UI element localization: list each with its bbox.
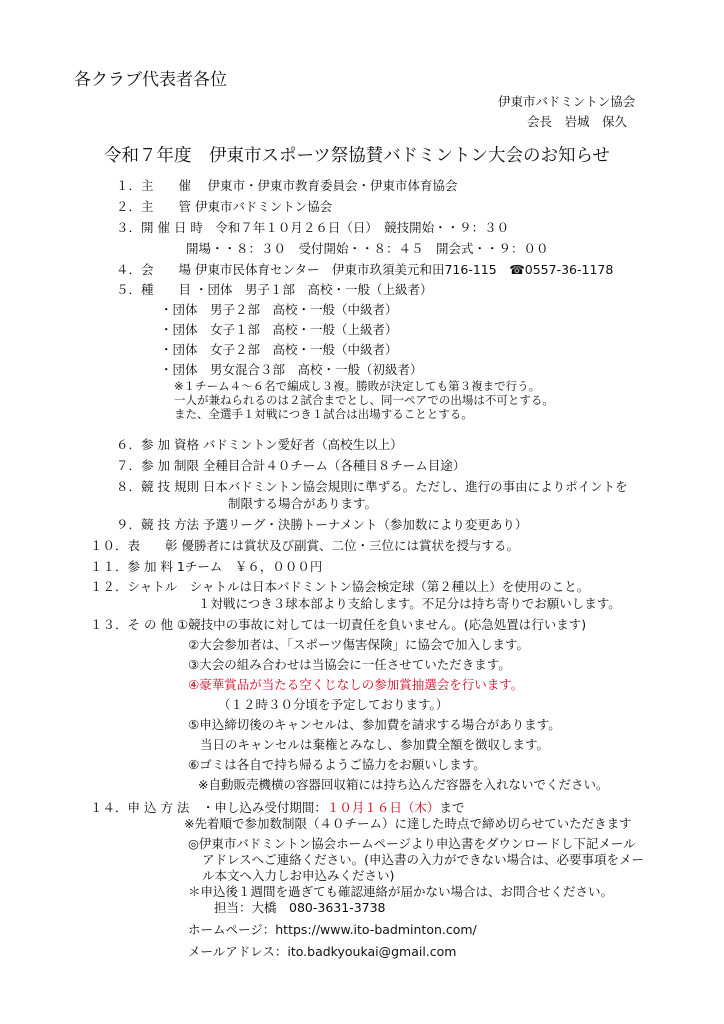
events-note: 一人が兼ねられるのは２試合までとし、同一ペアでの出場は不可とする。 [174, 393, 554, 407]
application-note: ※先着順で参加数制限（４０チーム）に達した時点で締め切らせていただきます [184, 816, 632, 831]
item-other: １３．そ の 他 ①競技中の事故に対しては一切責任を負いません。(応急処置は行います) [90, 617, 587, 632]
item-eligibility: ６．参 加 資格 バドミントン愛好者（高校生以上） [116, 437, 403, 452]
other-line: ③大会の組み合わせは当協会に一任させていただきます。 [188, 657, 511, 672]
addressee: 各クラブ代表者各位 [74, 70, 227, 90]
application-web: ◎伊東市バドミントン協会ホームページより申込書をダウンロードし下記メール [188, 836, 636, 851]
item-host: １．主 催 伊東市・伊東市教育委員会・伊東市体育協会 [116, 178, 458, 193]
event-line: ・団体 男子２部 高校・一般（中級者） [160, 302, 398, 317]
event-line: ・団体 男女混合３部 高校・一般（初級者） [160, 362, 423, 377]
item-venue: ４．会 場 伊東市民体育センター 伊東市玖須美元和田716-115 ☎0557-36-1178 [116, 262, 614, 277]
other-line: 当日のキャンセルは棄権とみなし、参加費全額を徴収します。 [200, 737, 550, 752]
item-date: ３．開 催 日 時 令和７年１０月２６日（日） 競技開始・・９：３０ [116, 220, 510, 235]
other-line: ②大会参加者は、「スポーツ傷害保険」に協会で加入します。 [188, 637, 529, 652]
application-deadline: １０月１６日（木） [326, 800, 440, 815]
item-events: ５．種 目 ・団体 男子１部 高校・一般（上級者） [116, 282, 433, 297]
homepage-link[interactable] [188, 922, 477, 937]
item-shuttle-cont: １対戦につき３球本部より支給します。不足分は持ち寄りでお願いします。 [198, 596, 621, 611]
sender-org: 伊東市バドミントン協会 [498, 94, 636, 109]
page-title: 令和７年度 伊東市スポーツ祭協賛バドミントン大会のお知らせ [104, 146, 610, 166]
item-organizer: ２．主 管 伊東市バドミントン協会 [116, 199, 333, 214]
events-note: ※１チーム４～６名で編成し３複。勝敗が決定しても第３複まで行う。 [174, 379, 541, 393]
other-line: （１２時３０分頃を予定しております。） [218, 697, 449, 712]
event-line: ・団体 女子１部 高校・一般（上級者） [160, 322, 398, 337]
application-suffix: まで [439, 800, 465, 815]
item-rules: ８．競 技 規則 日本バドミントン協会規則に準ずる。ただし、進行の事由によりポイントを [116, 479, 628, 494]
item-rules-cont: 制限する場合があります。 [228, 496, 378, 511]
application-confirm: ＊申込後１週間を過ぎても確認連絡が届かない場合は、お問合せください。 [188, 884, 614, 899]
events-note: また、全選手１対戦につき１試合は出場することとする。 [174, 407, 473, 421]
email-link[interactable] [188, 944, 456, 959]
other-line: ⑥ゴミは各自で持ち帰るようご協力をお願いします。 [188, 757, 486, 772]
application-label: １４．申 込 方 法 ・申し込み受付期間： [90, 800, 327, 815]
item-limit: ７．参 加 制限 全種目合計４０チーム（各種目８チーム目途） [116, 458, 466, 473]
event-line: ・団体 女子２部 高校・一般（中級者） [160, 342, 398, 357]
item-awards: １０．表 彰 優勝者には賞状及び副賞、二位・三位には賞状を授与する。 [90, 538, 519, 553]
item-application [90, 800, 464, 815]
item-date-schedule: 開場・・８：３０ 受付開始・・８：４５ 開会式・・９：００ [186, 241, 549, 256]
application-web: ル本文へ入力しお申込みください) [202, 868, 395, 883]
email-address[interactable]: メールアドレス：ito.badkyoukai@gmail.com [188, 944, 457, 959]
item-shuttle: １２．シャトル シャトルは日本バドミントン協会検定球（第２種以上）を使用のこと。 [90, 579, 590, 594]
sender-person: 会長 岩城 保久 [527, 114, 628, 129]
item-fee: １１．参 加 料 1チーム ￥６，０００円 [90, 559, 323, 574]
lottery-notice: ④豪華賞品が当たる空くじなしの参加賞抽選会を行います。 [188, 677, 524, 692]
other-line: ※自動販売機横の容器回収箱には持ち込んだ容器を入れないでください。 [198, 777, 609, 792]
contact-person: 担当：大橋 080-3631-3738 [214, 900, 386, 915]
item-format: ９．競 技 方法 予選リーグ・決勝トーナメント（参加数により変更あり） [116, 517, 528, 532]
other-line: ⑤申込締切後のキャンセルは、参加費を請求する場合があります。 [188, 717, 561, 732]
application-web: アドレスへご連絡ください。(申込書の入力ができない場合は、必要事項をメー [202, 852, 645, 867]
homepage-url[interactable]: ホームページ：https://www.ito-badminton.com/ [188, 922, 477, 937]
